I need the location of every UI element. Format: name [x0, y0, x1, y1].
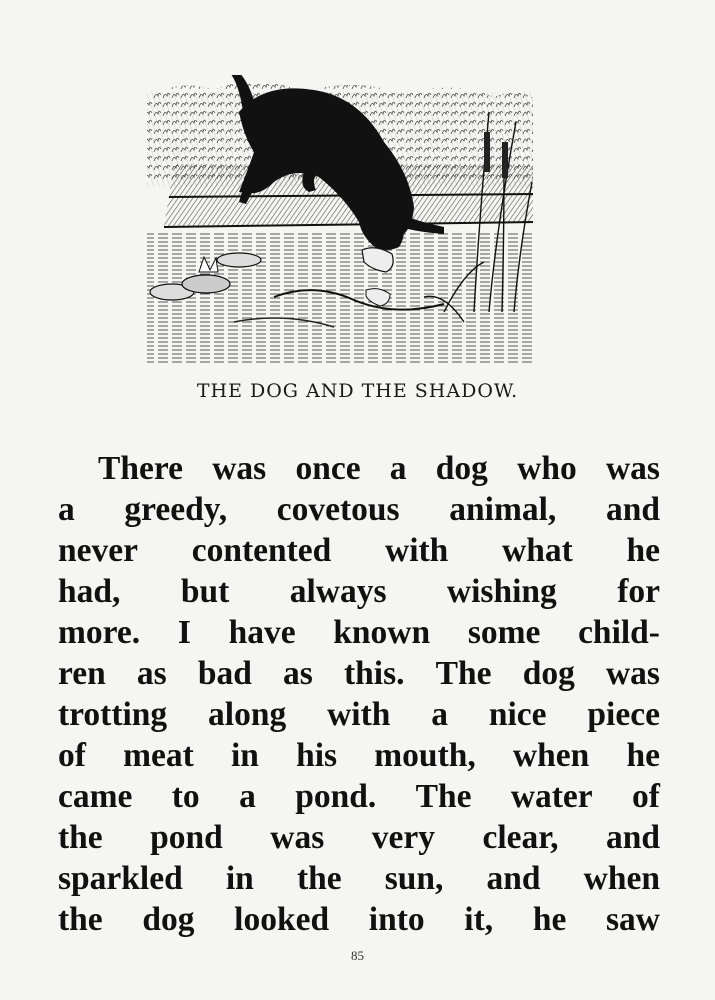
- word: when: [583, 860, 660, 897]
- text-line: [58, 735, 660, 776]
- text-line: [58, 899, 660, 940]
- word: water: [510, 778, 593, 815]
- word: wishing: [446, 573, 557, 610]
- word: as: [136, 655, 167, 692]
- word: with: [385, 532, 449, 569]
- word: he: [626, 532, 660, 569]
- text-line: [58, 530, 660, 571]
- word: the: [296, 860, 342, 897]
- page-number: 85: [351, 948, 364, 963]
- word: it,: [464, 901, 494, 938]
- word: covetous: [276, 491, 400, 528]
- word: bad: [197, 655, 252, 692]
- story-text: [58, 448, 660, 940]
- word: came: [58, 778, 133, 815]
- word: trotting: [58, 696, 168, 733]
- word: saw: [605, 901, 660, 938]
- word: nice: [488, 696, 547, 733]
- word: I: [177, 614, 191, 651]
- word: of: [58, 737, 86, 774]
- word: some: [467, 614, 541, 651]
- word: the: [58, 901, 103, 938]
- word: when: [512, 737, 590, 774]
- word: animal,: [449, 491, 557, 528]
- word: pond: [150, 819, 223, 856]
- word: he: [626, 737, 660, 774]
- word: sun,: [384, 860, 444, 897]
- word: with: [327, 696, 391, 733]
- word: sparkled: [58, 860, 183, 897]
- word: a: [389, 450, 407, 487]
- text-line: [58, 776, 660, 817]
- word: ren: [58, 655, 106, 692]
- illustration-caption: THE DOG AND THE SHADOW.: [196, 380, 519, 402]
- word: was: [212, 450, 267, 487]
- word: a: [431, 696, 448, 733]
- word: this.: [344, 655, 405, 692]
- word: for: [617, 573, 660, 610]
- word: greedy,: [124, 491, 228, 528]
- word: piece: [587, 696, 660, 733]
- word: a: [239, 778, 256, 815]
- word: he: [532, 901, 567, 938]
- text-line: [58, 694, 660, 735]
- word: who: [517, 450, 577, 487]
- word: have: [228, 614, 296, 651]
- word: and: [605, 491, 660, 528]
- word: clear,: [482, 819, 559, 856]
- word: meat: [123, 737, 194, 774]
- text-line: [58, 858, 660, 899]
- word: the: [58, 819, 103, 856]
- word: to: [171, 778, 200, 815]
- word: very: [371, 819, 435, 856]
- dog-and-shadow-engraving: [144, 72, 536, 368]
- word: once: [295, 450, 361, 487]
- word: mouth,: [374, 737, 476, 774]
- word: of: [632, 778, 660, 815]
- word: and: [605, 819, 660, 856]
- word: along: [208, 696, 287, 733]
- word: in: [225, 860, 254, 897]
- word: dog: [435, 450, 488, 487]
- word: what: [502, 532, 573, 569]
- text-line: [58, 612, 660, 653]
- word: into: [368, 901, 425, 938]
- word: There: [98, 450, 183, 487]
- word: contented: [191, 532, 332, 569]
- word: more.: [58, 614, 141, 651]
- text-line: [58, 817, 660, 858]
- word: his: [296, 737, 338, 774]
- word: dog: [142, 901, 195, 938]
- word: known: [333, 614, 431, 651]
- word: was: [605, 450, 660, 487]
- word: always: [289, 573, 387, 610]
- word: had,: [58, 573, 121, 610]
- word: a: [58, 491, 75, 528]
- word: never: [58, 532, 138, 569]
- word: The: [435, 655, 492, 692]
- word: dog: [522, 655, 575, 692]
- text-line: [58, 489, 660, 530]
- word: but: [180, 573, 230, 610]
- word: was: [270, 819, 325, 856]
- text-line: [58, 571, 660, 612]
- word: The: [415, 778, 472, 815]
- word: as: [283, 655, 313, 692]
- word: in: [230, 737, 259, 774]
- word: and: [486, 860, 541, 897]
- word: pond.: [295, 778, 377, 815]
- text-line: [58, 653, 660, 694]
- word: child-: [578, 614, 660, 651]
- word: was: [605, 655, 660, 692]
- text-line: [58, 448, 660, 489]
- word: looked: [234, 901, 330, 938]
